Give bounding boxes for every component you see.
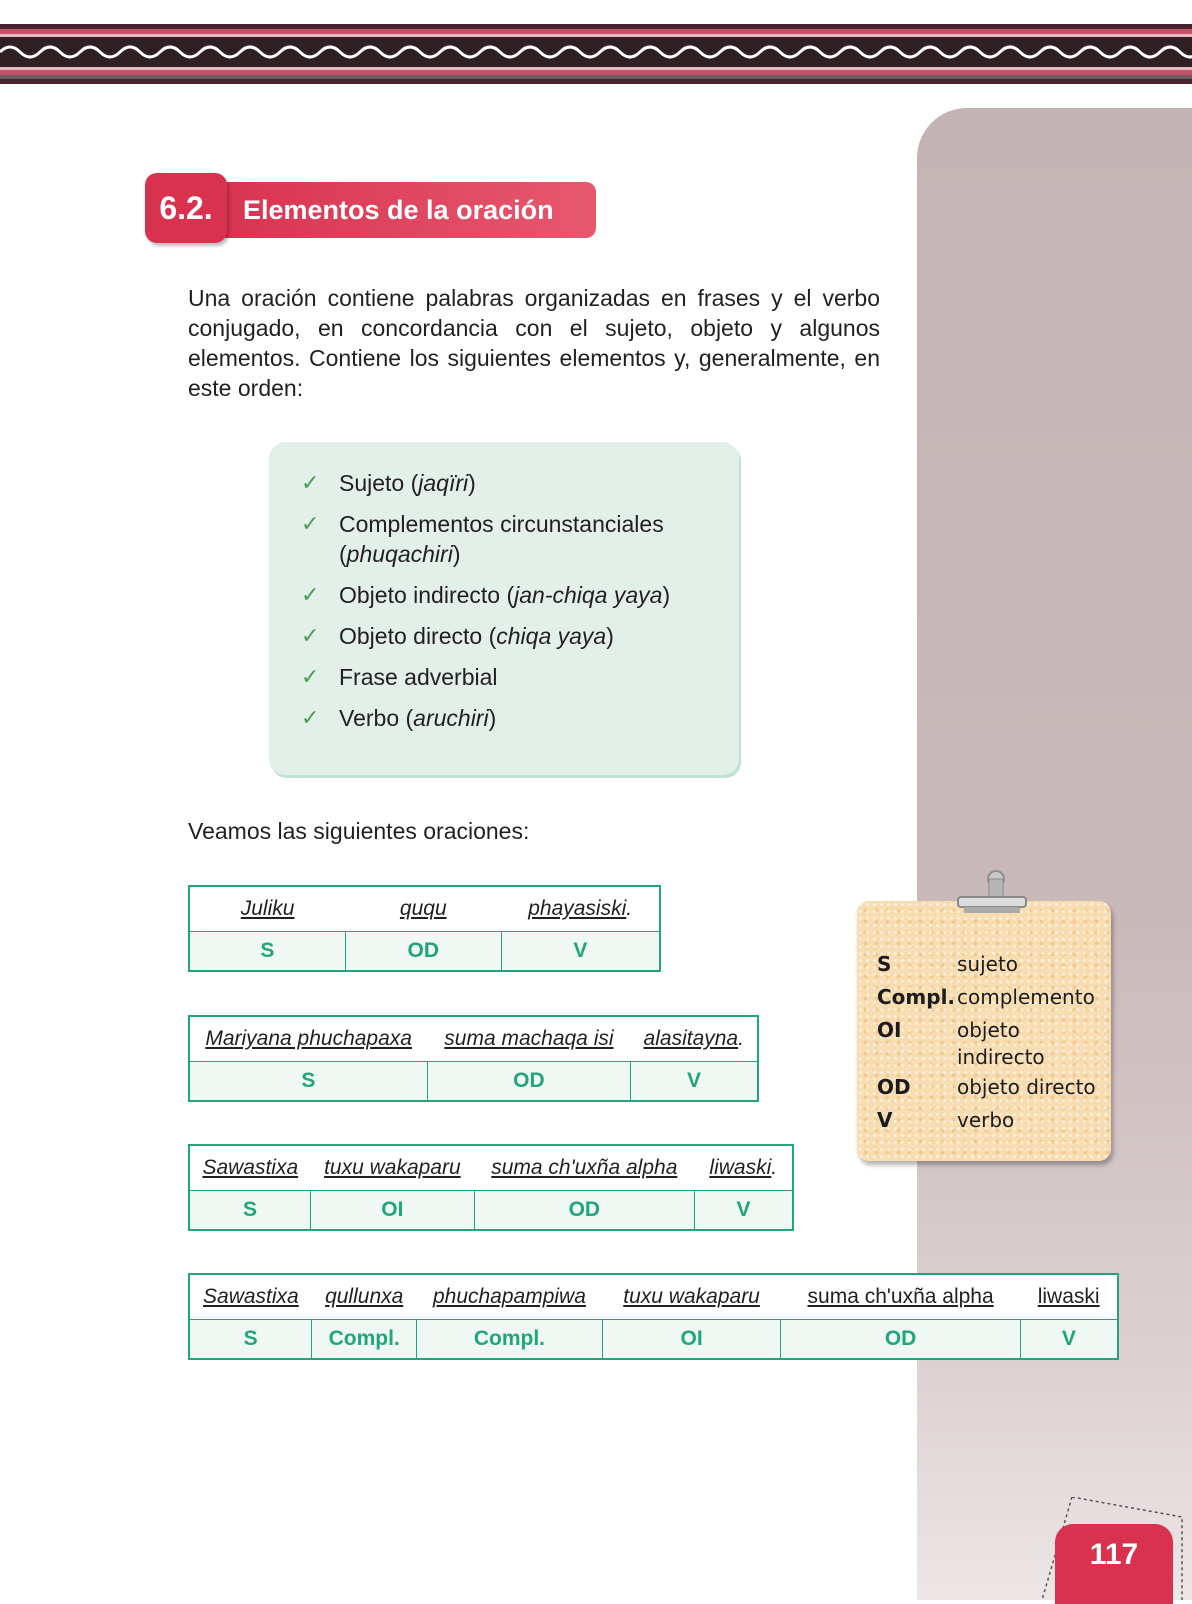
checkmark-icon: ✓ [301, 664, 320, 689]
elements-list-box [269, 442, 739, 775]
example-word: liwaski [1020, 1274, 1118, 1320]
checkmark-icon: ✓ [301, 511, 320, 536]
tag-cell: V [501, 932, 660, 972]
example-word: phayasiski. [501, 886, 660, 932]
legend-desc: objeto directo [957, 1075, 1096, 1099]
legend-desc: objeto indirecto [957, 1018, 1045, 1069]
legend-desc: sujeto [957, 952, 1019, 976]
tag-cell: OD [345, 932, 501, 972]
list-item [301, 509, 739, 569]
legend-abbr: OI [877, 1018, 902, 1042]
legend-row [877, 1014, 1107, 1071]
example-word: phuchapampiwa [417, 1274, 603, 1320]
element-label: Objeto indirecto ( [339, 582, 515, 608]
checkmark-icon: ✓ [301, 470, 320, 495]
example-table-3 [188, 1144, 794, 1231]
table-row [189, 1016, 758, 1062]
element-close: ) [606, 623, 614, 649]
tag-cell: OI [602, 1320, 781, 1360]
element-close: ) [468, 470, 476, 496]
example-word: alasitayna. [631, 1016, 759, 1062]
element-close: ) [452, 541, 461, 567]
example-word: qullunxa [312, 1274, 417, 1320]
example-table-2 [188, 1015, 759, 1102]
element-term: jan-chiqa yaya [514, 582, 663, 608]
element-label: Frase adverbial [339, 664, 498, 690]
example-word: Mariyana phuchapaxa [189, 1016, 427, 1062]
intro-paragraph: Una oración contiene palabras organizadas en frases y el verbo conjugado, en concordancia con el sujeto, objeto y algunos elementos. Contiene los siguientes elementos y, generalmente, en este orden: [188, 285, 880, 401]
tag-cell: Compl. [417, 1320, 603, 1360]
legend-row [877, 948, 1107, 981]
element-label: Verbo ( [339, 705, 414, 731]
element-label: Sujeto ( [339, 470, 419, 496]
section-title: Elementos de la oración [205, 182, 596, 238]
tag-cell: V [631, 1062, 759, 1102]
example-word: tuxu wakaparu [311, 1145, 475, 1191]
tag-cell: OD [781, 1320, 1020, 1360]
example-word: liwaski. [695, 1145, 794, 1191]
example-word: Sawastixa [189, 1145, 311, 1191]
table-row [189, 1145, 793, 1191]
legend-row [877, 1104, 1107, 1137]
tag-cell: V [695, 1191, 794, 1231]
legend-desc: verbo [957, 1108, 1015, 1132]
example-word: suma ch'uxña alpha [474, 1145, 694, 1191]
table-row [189, 1320, 1118, 1360]
element-close: ) [662, 582, 671, 608]
legend-desc: complemento [957, 985, 1095, 1009]
tag-cell: S [189, 1191, 311, 1231]
list-item [301, 703, 739, 733]
element-term: phuqachiri [346, 541, 453, 567]
tag-cell: S [189, 932, 345, 972]
legend-row [877, 981, 1107, 1014]
element-label: Objeto directo ( [339, 623, 497, 649]
legend-row [877, 1071, 1107, 1104]
element-close: ) [488, 705, 497, 731]
table-row [189, 886, 660, 932]
clip-icon [954, 869, 1030, 931]
table-row [189, 1062, 758, 1102]
tag-cell: OD [427, 1062, 630, 1102]
list-item [301, 468, 739, 498]
list-item [301, 580, 739, 610]
example-word: ququ [345, 886, 501, 932]
checkmark-icon: ✓ [301, 705, 320, 730]
decorative-border-band [0, 24, 1192, 84]
element-term: chiqa yaya [496, 623, 607, 649]
element-term: aruchiri [413, 705, 489, 731]
section-number: 6.2. [145, 173, 227, 243]
table-row [189, 1191, 793, 1231]
example-table-1 [188, 885, 661, 972]
example-table-4 [188, 1273, 1119, 1360]
tag-cell: OI [311, 1191, 475, 1231]
tag-cell: V [1020, 1320, 1118, 1360]
tag-cell: S [189, 1062, 427, 1102]
tag-cell: OD [474, 1191, 694, 1231]
tag-cell: S [189, 1320, 312, 1360]
table-row [189, 932, 660, 972]
example-word: Sawastixa [189, 1274, 312, 1320]
legend-abbr: OD [877, 1075, 911, 1099]
example-word: Juliku [189, 886, 345, 932]
list-item [301, 621, 739, 651]
list-item [301, 662, 739, 692]
tag-cell: Compl. [312, 1320, 417, 1360]
element-label: Complementos circunstanciales ( [339, 511, 664, 567]
element-term: jaqïri [418, 470, 469, 496]
legend-abbr: S [877, 952, 892, 976]
examples-intro: Veamos las siguientes oraciones: [188, 818, 530, 844]
elements-list [269, 442, 739, 733]
checkmark-icon: ✓ [301, 582, 320, 607]
abbreviation-legend [877, 948, 1107, 1137]
side-panel [917, 108, 1192, 1600]
legend-abbr: V [877, 1108, 893, 1132]
example-word: tuxu wakaparu [602, 1274, 781, 1320]
checkmark-icon: ✓ [301, 623, 320, 648]
page-number: 117 [1055, 1524, 1173, 1604]
legend-abbr: Compl. [877, 985, 956, 1009]
example-word: suma ch'uxña alpha [781, 1274, 1020, 1320]
table-row [189, 1274, 1118, 1320]
example-word: suma machaqa isi [427, 1016, 630, 1062]
